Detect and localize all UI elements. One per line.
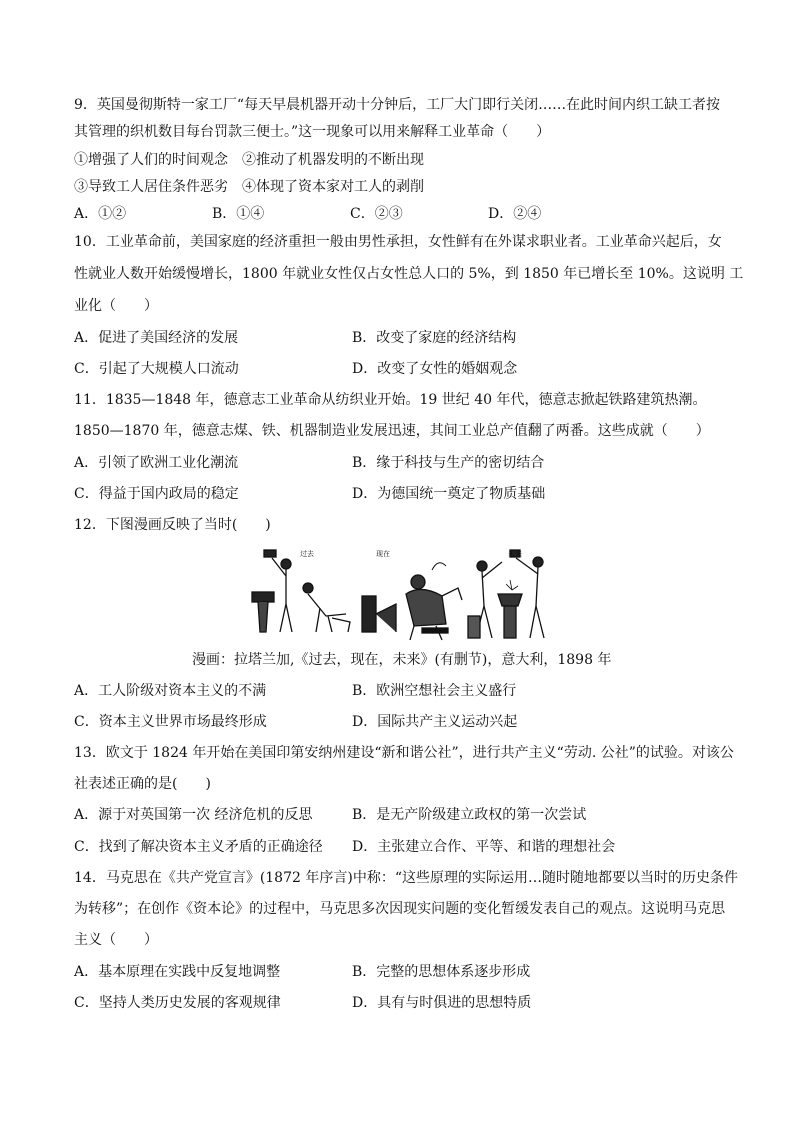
question-11-line-1: 11．1835—1848 年，德意志工业革命从纺织业开始。19 世纪 40 年代，德意志掀起铁路建筑热潮。: [74, 392, 707, 408]
question-10-option-a: A．促进了美国经济的发展: [74, 330, 239, 346]
question-10-line-1: 10．工业革命前，美国家庭的经济重担一般由男性承担，女性鲜有在外谋求职业者。工业革命兴起后，女: [74, 234, 722, 250]
question-9-option-c: C．②③: [350, 206, 403, 222]
question-10-option-c: C．引起了大规模人口流动: [74, 361, 239, 377]
question-11-option-d: D．为德国统一奠定了物质基础: [352, 486, 546, 502]
question-13-line-2: 社表述正确的是( ): [74, 776, 211, 792]
question-10-line-3: 业化（ ）: [74, 298, 158, 314]
comic-panel-present: [362, 563, 462, 640]
question-9-option-d: D．②④: [488, 206, 542, 222]
question-12-option-d: D．国际共产主义运动兴起: [352, 714, 518, 730]
question-12-option-c: C．资本主义世界市场最终形成: [74, 714, 267, 730]
question-10-option-b: B．改变了家庭的经济结构: [352, 330, 517, 346]
question-12-option-a: A．工人阶级对资本主义的不满: [74, 683, 267, 699]
question-14-line-1: 14．马克思在《共产党宣言》(1872 年序言)中称：“这些原理的实际运用…随时随地都要以当时的历史条件: [74, 870, 738, 886]
comic-label-present: 现在: [376, 550, 390, 558]
question-11-line-2: 1850—1870 年，德意志煤、铁、机器制造业发展迅速，其间工业总产值翻了两番。这些成就（ ）: [74, 423, 710, 439]
question-14-option-d: D．具有与时俱进的思想特质: [352, 995, 532, 1011]
question-9-option-a: A．①②: [74, 206, 127, 222]
comic-panel-past: [252, 550, 350, 632]
question-13-option-c: C．找到了解决资本主义矛盾的正确途径: [74, 839, 323, 855]
question-13-option-d: D．主张建立合作、平等、和谐的理想社会: [352, 839, 616, 855]
question-10-line-2: 性就业人数开始缓慢增长，1800 年就业女性仅占女性总人口的 5%，到 1850 年已增长至 10%。这说明 工: [74, 266, 744, 282]
question-13-option-a: A．源于对英国第一次 经济危机的反思: [74, 807, 313, 823]
question-14-option-a: A．基本原理在实践中反复地调整: [74, 964, 281, 980]
question-11-option-c: C．得益于国内政局的稳定: [74, 486, 239, 502]
question-13-option-b: B．是无产阶级建立政权的第一次尝试: [352, 807, 587, 823]
comic-illustration: [246, 544, 564, 644]
question-11-option-b: B．缘于科技与生产的密切结合: [352, 455, 545, 471]
question-14-option-b: B．完整的思想体系逐步形成: [352, 964, 531, 980]
comic-panel-future: [468, 550, 544, 638]
question-9-statement-2: ③导致工人居住条件恶劣 ④体现了资本家对工人的剥削: [74, 179, 424, 195]
question-9-line-1: 9．英国曼彻斯特一家工厂“每天早晨机器开动十分钟后，工厂大门即行关闭……在此时间内织工缺工者按: [74, 97, 721, 113]
question-9-option-b: B．①④: [212, 206, 265, 222]
question-14-line-3: 主义（ ）: [74, 932, 158, 948]
question-13-line-1: 13．欧文于 1824 年开始在美国印第安纳州建设“新和谐公社”，进行共产主义“劳动. 公社”的试验。对该公: [74, 745, 734, 761]
question-12-option-b: B．欧洲空想社会主义盛行: [352, 683, 517, 699]
question-10-option-d: D．改变了女性的婚姻观念: [352, 361, 518, 377]
comic-label-past: 过去: [300, 550, 314, 558]
comic-label-future: 未来: [508, 550, 522, 558]
question-14-line-2: 为转移”；在创作《资本论》的过程中，马克思多次因现实问题的变化暂缓发表自己的观点。这说明马克思: [74, 901, 726, 917]
question-12-line-1: 12．下图漫画反映了当时( ): [74, 517, 271, 533]
comic-caption: 漫画：拉塔兰加,《过去，现在，未来》(有删节)，意大利，1898 年: [192, 652, 612, 668]
question-9-line-2: 其管理的织机数目每台罚款三便士。”这一现象可以用来解释工业革命（ ）: [74, 124, 551, 140]
question-11-option-a: A．引领了欧洲工业化潮流: [74, 455, 239, 471]
question-9-statement-1: ①增强了人们的时间观念 ②推动了机器发明的不断出现: [74, 152, 424, 168]
question-14-option-c: C．坚持人类历史发展的客观规律: [74, 995, 281, 1011]
